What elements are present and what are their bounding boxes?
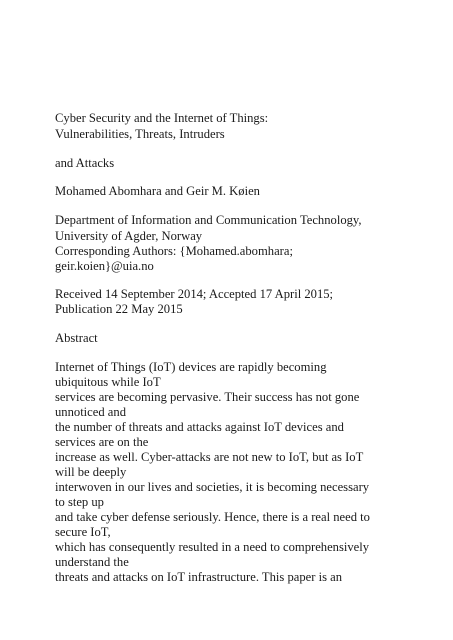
abstract-line-14: understand the [55, 555, 129, 569]
dates-line-2: Publication 22 May 2015 [55, 302, 183, 316]
affiliation-line-1: Department of Information and Communication Technology, [55, 213, 362, 227]
abstract-line-4: unnoticed and [55, 405, 126, 419]
authors: Mohamed Abomhara and Geir M. Køien [55, 184, 260, 198]
abstract-line-2: ubiquitous while IoT [55, 375, 161, 389]
abstract-line-8: will be deeply [55, 465, 127, 479]
abstract-line-3: services are becoming pervasive. Their success has not gone [55, 390, 360, 404]
dates-line-1: Received 14 September 2014; Accepted 17 April 2015; [55, 287, 334, 301]
abstract-line-15: threats and attacks on IoT infrastructure. This paper is an [55, 570, 342, 584]
abstract-line-12: secure IoT, [55, 525, 111, 539]
title-line-3: and Attacks [55, 156, 115, 170]
abstract-line-5: the number of threats and attacks against IoT devices and [55, 420, 344, 434]
abstract-line-13: which has consequently resulted in a need to comprehensively [55, 540, 370, 554]
abstract-line-10: to step up [55, 495, 104, 509]
abstract-heading: Abstract [55, 331, 98, 345]
affiliation-line-3: Corresponding Authors: {Mohamed.abomhara; [55, 244, 293, 258]
abstract-line-11: and take cyber defense seriously. Hence, there is a real need to [55, 510, 370, 524]
title-line-1: Cyber Security and the Internet of Things: [55, 111, 269, 125]
abstract-line-7: increase as well. Cyber-attacks are not new to IoT, but as IoT [55, 450, 364, 464]
abstract-line-1: Internet of Things (IoT) devices are rapidly becoming [55, 360, 327, 374]
abstract-line-6: services are on the [55, 435, 149, 449]
affiliation-line-4: geir.koien}@uia.no [55, 259, 154, 273]
title-line-2: Vulnerabilities, Threats, Intruders [55, 127, 225, 141]
affiliation-line-2: University of Agder, Norway [55, 229, 203, 243]
abstract-line-9: interwoven in our lives and societies, it is becoming necessary [55, 480, 370, 494]
